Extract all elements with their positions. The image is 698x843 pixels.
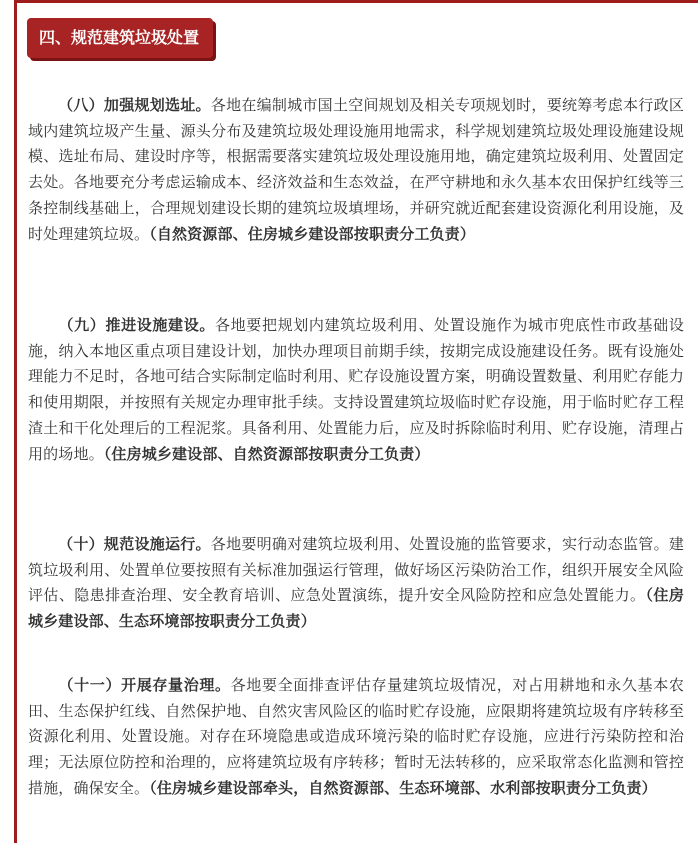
section-title: 四、规范建筑垃圾处置: [27, 18, 213, 58]
paragraph-lead: （十一）开展存量治理。: [58, 676, 231, 694]
paragraph-lead: （十）规范设施运行。: [58, 535, 211, 553]
paragraph-body: 各地要明确对建筑垃圾利用、处置设施的监管要求，实行动态监管。建筑垃圾利用、处置单位要按照有关标准加强运行管理，做好场区污染防治工作，组织开展安全风险评估、隐患排查治理、安全教育培训、应急处置演练，提升安全风险防控和应急处置能力。: [28, 535, 684, 605]
paragraph-body: 各地在编制城市国土空间规划及相关专项规划时，要统筹考虑本行政区域内建筑垃圾产生量、源头分布及建筑垃圾处理设施用地需求，科学规划建筑垃圾处理设施建设规模、选址布局、建设时序等，根据需要落实建筑垃圾处理设施用地，确定建筑垃圾利用、处置固定去处。各地要充分考虑运输成本、经济效益和生态效益，在严守耕地和永久基本农田保护红线等三条控制线基础上，合理规划建设长期的建筑垃圾填埋场，并研究就近配套建设资源化利用设施，及时处理建筑垃圾。: [28, 96, 684, 243]
paragraph-body: 各地要全面排查评估存量建筑垃圾情况，对占用耕地和永久基本农田、生态保护红线、自然保护地、自然灾害风险区的临时贮存设施，应限期将建筑垃圾有序转移至资源化利用、处置设施。对存在环境隐患或造成环境污染的临时贮存设施，应进行污染防控和治理；无法原位防控和治理的，应将建筑垃圾有序转移；暂时无法转移的，应采取常态化监测和管控措施，确保安全。: [28, 676, 684, 797]
paragraph-body: 各地要把规划内建筑垃圾利用、处置设施作为城市兜底性市政基础设施，纳入本地区重点项目建设计划，加快办理项目前期手续，按期完成设施建设任务。既有设施处理能力不足时，各地可结合实际制定临时利用、贮存设施设置方案，明确设置数量、利用贮存能力和使用期限，并按照有关规定办理审批手续。支持设置建筑垃圾临时贮存设施，用于临时贮存工程渣土和干化处理后的工程泥浆。具备利用、处置能力后，应及时拆除临时利用、贮存设施，清理占用的场地。: [28, 316, 684, 463]
paragraph-stock-governance: [28, 673, 684, 802]
paragraph-responsibility: （住房城乡建设部、生态环境部按职责分工负责）: [28, 586, 684, 631]
paragraph-responsibility: （住房城乡建设部牵头，自然资源部、生态环境部、水利部按职责分工负责）: [149, 778, 657, 797]
paragraph-lead: （九）推进设施建设。: [58, 316, 215, 334]
paragraph-facility-construction: [28, 313, 684, 467]
paragraph-facility-operation: [28, 532, 684, 635]
paragraph-planning-site-selection: [28, 93, 684, 247]
left-accent-bar: [14, 0, 17, 843]
top-border-line: [14, 0, 698, 3]
paragraph-lead: （八）加强规划选址。: [58, 96, 211, 114]
paragraph-responsibility: （住房城乡建设部、自然资源部按职责分工负责）: [103, 444, 430, 463]
paragraph-responsibility: （自然资源部、住房城乡建设部按职责分工负责）: [149, 224, 476, 243]
